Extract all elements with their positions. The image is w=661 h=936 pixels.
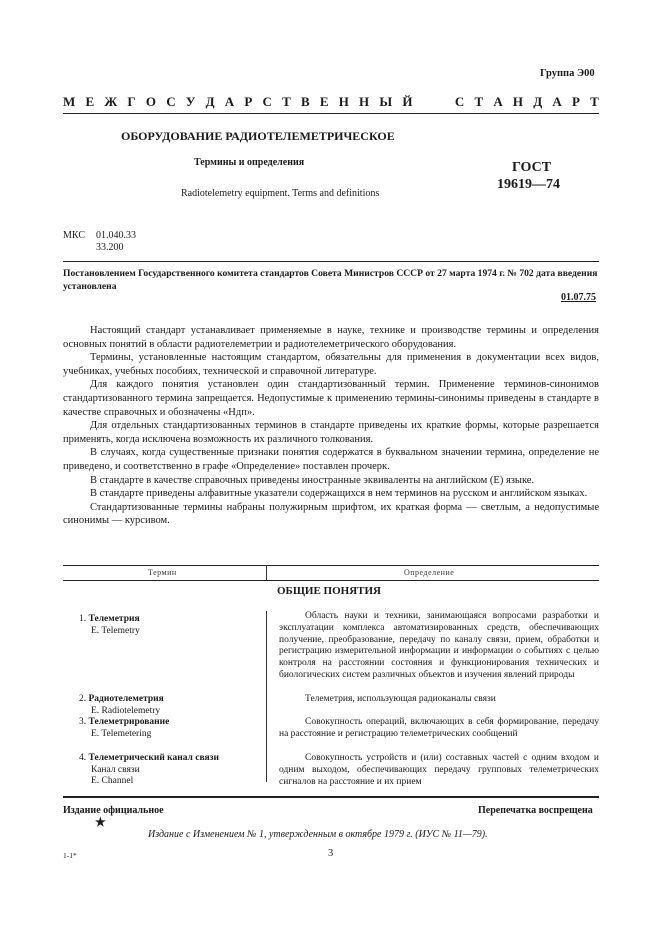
definition-text: Совокупность устройств и (или) составных частей с одним входом и одним выходом, обеспечивающих передачу групповых телеметрических сигналов на расстояние и их прием [279, 753, 599, 787]
banner-letter: Р [244, 94, 253, 109]
intro-paragraph: Стандартизованные термины набраны полужирным шрифтом, их краткая форма — светлым, а недопустимые синонимы — курсивом. [63, 501, 599, 527]
table-row [79, 694, 164, 717]
mks-code-2: 33.200 [96, 242, 124, 253]
term-equivalent: E. Telemetering [91, 728, 152, 739]
definition [279, 694, 599, 706]
intro-paragraph: Для отдельных стандартизованных терминов в стандарте приведены их краткие формы, которые разрешается применять, когда исключена возможность их различного толкования. [63, 420, 599, 445]
term-equivalent: E. Telemetry [91, 625, 140, 636]
banner-letter: Ж [104, 94, 118, 109]
banner-letter: Е [85, 94, 95, 109]
resolution-rule [63, 261, 599, 262]
mks-label: МКС [63, 230, 85, 241]
official-edition-label: Издание официальное [63, 805, 164, 816]
banner-letter: У [185, 94, 196, 109]
table-top-rule [63, 565, 599, 566]
banner-letter: М [63, 94, 76, 109]
banner-letter: Ы [379, 94, 393, 109]
intro-text [63, 324, 599, 528]
document-title: ОБОРУДОВАНИЕ РАДИОТЕЛЕМЕТРИЧЕСКОЕ [121, 129, 395, 143]
banner-letter: Н [512, 94, 524, 109]
banner-letter: Р [572, 94, 580, 109]
column-header-definition: Определение [404, 568, 455, 577]
term-short-form: Канал связи [91, 764, 140, 775]
term-number: 2. [79, 694, 87, 704]
definition-text: Область науки и техники, занимающаяся вопросами разработки и эксплуатации комплекса автоматизированных средств, обеспечивающих получение, преобразование, передачу по каналу связи, прием, обработки и регистрацию измерительной информации и информации о событиях с целью контроля на расстоянии состояния и функционирования технических и биологических систем различных объектов и изучения явлений природы [279, 611, 599, 680]
effective-date: 01.07.75 [561, 292, 596, 303]
banner-letter: Т [282, 94, 291, 109]
banner-letter: А [552, 94, 562, 109]
section-title: ОБЩИЕ ПОНЯТИЯ [277, 585, 382, 597]
banner-letter: Г [127, 94, 136, 109]
banner-letter: С [262, 94, 272, 109]
definition-text: Телеметрия, использующая радиоканалы связи [305, 694, 496, 704]
banner-letter: Н [338, 94, 349, 109]
term-equivalent: E. Radiotelemetry [91, 705, 161, 716]
group-label: Группа Э00 [540, 68, 595, 79]
intro-paragraph: В стандарте приведены алфавитные указатели содержащихся в нем терминов на русском и английском языках. [90, 488, 588, 500]
banner-letter: Т [590, 94, 599, 109]
term-equivalent: E. Channel [91, 776, 134, 786]
table-row [79, 753, 219, 788]
term-name: Радиотелеметрия [88, 694, 164, 704]
standard-banner [63, 94, 599, 110]
banner-letter: Т [474, 94, 484, 109]
intro-paragraph: В случаях, когда существенные признаки понятия содержатся в буквальном значении термина, определение не приведено, и соответственно в графе «Определение» поставлен прочерк. [63, 447, 599, 472]
edition-note: Издание с Изменением № 1, утвержденным в октябре 1979 г. (ИУС № 11—79). [148, 829, 488, 840]
term-number: 4. [79, 753, 87, 763]
term-number: 1. [79, 614, 87, 624]
column-header-term: Термин [148, 568, 177, 577]
banner-letter: Д [205, 94, 215, 109]
banner-letter: А [224, 94, 235, 109]
banner-letter: О [145, 94, 157, 109]
banner-letter: А [493, 94, 503, 109]
header-column-divider [266, 565, 267, 580]
definition [279, 611, 599, 682]
definition-text: Совокупность операций, включающих в себя формирование, передачу на расстояние и регистрацию телеметрических сообщений [279, 717, 599, 739]
banner-gap [423, 94, 445, 110]
intro-paragraph: Настоящий стандарт устанавливает применяемые в науке, технике и производстве термины и определения основных понятий в области радиотелеметрии и радиотелеметрического оборудования. [63, 325, 599, 350]
intro-paragraph: Термины, установленные настоящим стандартом, обязательны для применения в документации всех видов, учебниках, учебных пособиях, технической и справочной литературе. [63, 352, 599, 377]
term-name: Телеметрия [88, 614, 140, 624]
reprint-prohibited-label: Перепечатка воспрещена [478, 805, 593, 816]
intro-paragraph: В стандарте в качестве справочных приведены иностранные эквиваленты на английском (Е) языке. [90, 474, 535, 486]
banner-letter: В [300, 94, 310, 109]
table-header-rule [63, 580, 599, 581]
document-subtitle: Термины и определения [194, 157, 305, 168]
banner-letter: Д [533, 94, 543, 109]
gost-label: ГОСТ [512, 160, 552, 175]
mks-code-1: 01.040.33 [96, 230, 136, 241]
banner-letter: С [166, 94, 176, 109]
table-row [79, 717, 169, 740]
column-divider [266, 611, 267, 782]
term-name: Телеметрический канал связи [88, 753, 219, 763]
banner-letter: С [454, 94, 465, 109]
document-title-english: Radiotelemetry equipment. Terms and definitions [181, 188, 380, 199]
banner-letter: Е [319, 94, 329, 109]
term-number: 3. [79, 717, 87, 727]
page-number: 3 [328, 848, 334, 859]
gost-number: 19619—74 [497, 177, 560, 192]
print-code: 1-1* [63, 851, 77, 860]
banner-letter: Й [402, 94, 413, 109]
definition [279, 717, 599, 741]
footer-rule [63, 796, 599, 798]
star-mark: ★ [95, 815, 106, 829]
banner-rule [63, 113, 599, 114]
resolution-text: Постановлением Государственного комитета стандартов Совета Министров СССР от 27 марта 1974 г. № 702 дата введения установлена [63, 268, 598, 292]
intro-paragraph: Для каждого понятия установлен один стандартизованный термин. Применение терминов-синонимов стандартизованного термина запрещается. Недопустимые к применению термины-синонимы приведены в стандарте в качестве справочных и обозначены «Ндп». [63, 379, 599, 418]
table-row [79, 614, 140, 637]
banner-letter: Н [359, 94, 370, 109]
term-name: Телеметрирование [88, 717, 170, 727]
definition [279, 753, 599, 788]
